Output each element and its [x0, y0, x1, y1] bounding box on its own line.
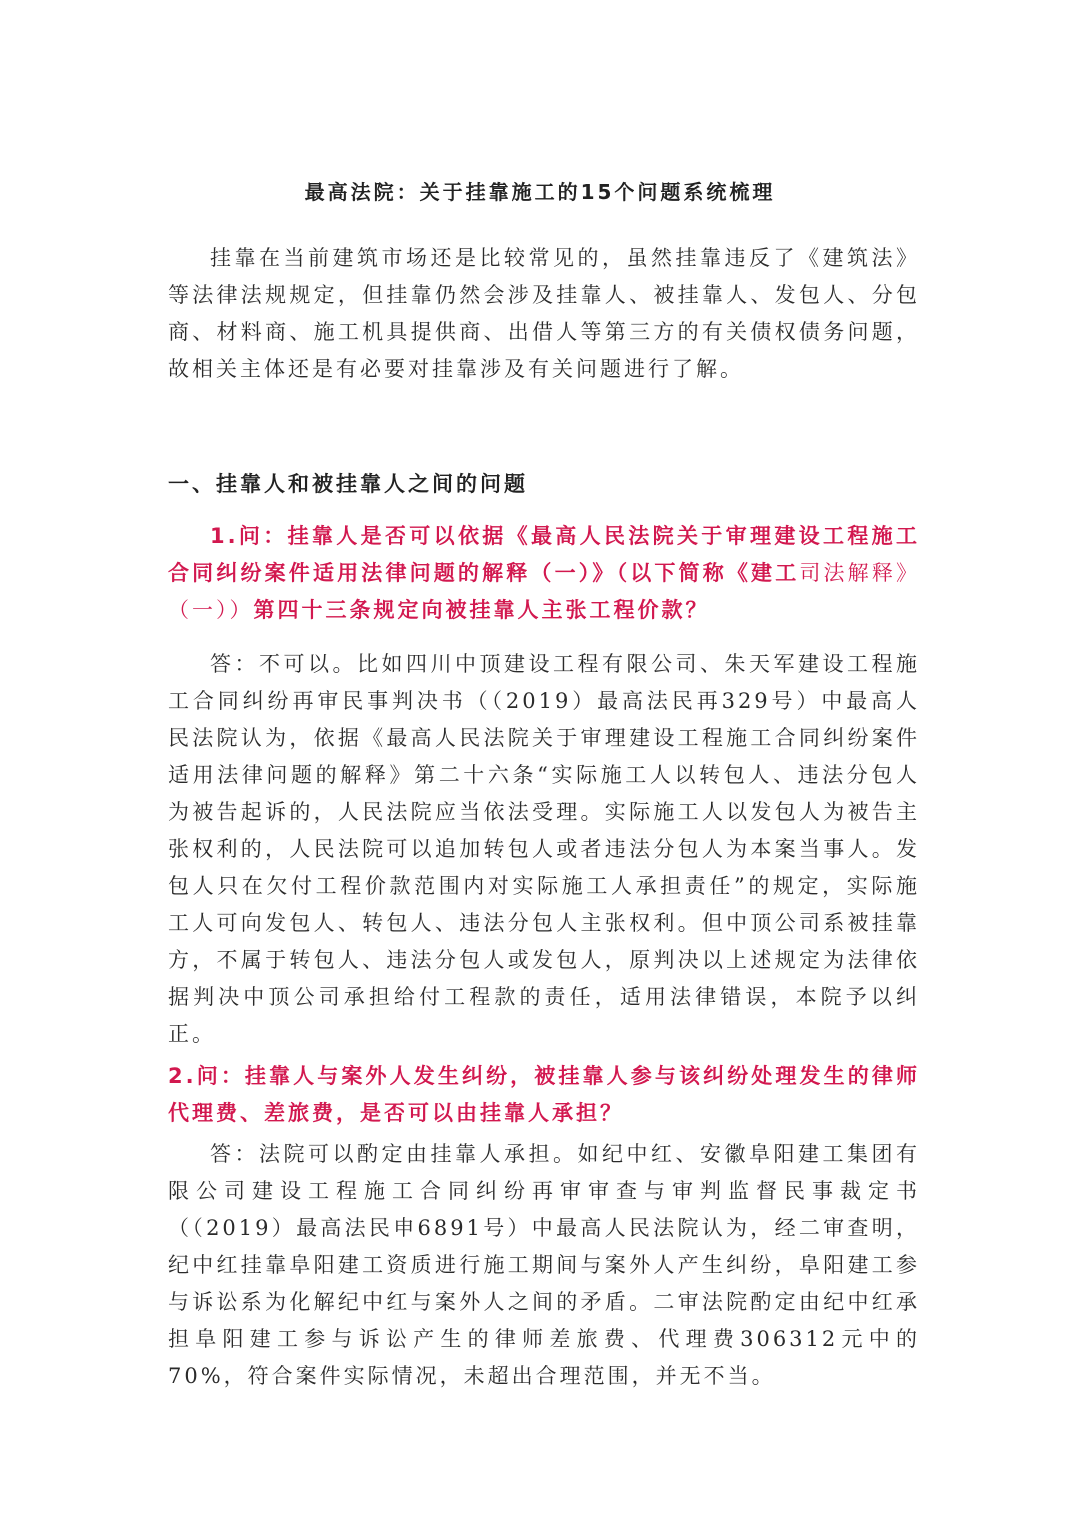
question-1-part3: 第四十三条规定向被挂靠人主张工程价款？ [253, 598, 710, 622]
question-1-part1: 1.问：挂靠人是否可以依据《最高人民法院关于审理建设工程施工合同纠纷案件适用法律问题的解释（一）》（以下简称《建工 [168, 524, 920, 585]
document-title: 最高法院：关于挂靠施工的15个问题系统梳理 [304, 180, 776, 204]
answer-1: 答：不可以。比如四川中顶建设工程有限公司、朱天军建设工程施工合同纠纷再审民事判决书（（2019）最高法民再329号）中最高人民法院认为，依据《最高人民法院关于审理建设工程施工合同纠纷案件适用法律问题的解释》第二十六条“实际施工人以转包人、违法分包人为被告起诉的，人民法院应当依法受理。实际施工人以发包人为被告主张权利的，人民法院可以追加转包人或者违法分包人为本案当事人。发包人只在欠付工程价款范围内对实际施工人承担责任”的规定，实际施工人可向发包人、转包人、违法分包人主张权利。但中顶公司系被挂靠方，不属于转包人、违法分包人或发包人，原判决以上述规定为法律依据判决中顶公司承担给付工程款的责任，适用法律错误，本院予以纠正。 [168, 652, 920, 1046]
intro-paragraph: 挂靠在当前建筑市场还是比较常见的，虽然挂靠违反了《建筑法》等法律法规规定，但挂靠仍然会涉及挂靠人、被挂靠人、发包人、分包商、材料商、施工机具提供商、出借人等第三方的有关债权债务问题，故相关主体还是有必要对挂靠涉及有关问题进行了解。 [168, 246, 920, 381]
section-heading: 一、挂靠人和被挂靠人之间的问题 [168, 472, 528, 496]
question-1 [168, 518, 920, 629]
question-2: 2.问：挂靠人与案外人发生纠纷，被挂靠人参与该纠纷处理发生的律师代理费、差旅费，是否可以由挂靠人承担？ [168, 1064, 920, 1125]
question-1-part2: 司法解释》（一）） [168, 561, 921, 622]
answer-2: 答：法院可以酌定由挂靠人承担。如纪中红、安徽阜阳建工集团有限公司建设工程施工合同纠纷再审审查与审判监督民事裁定书（（2019）最高法民申6891号）中最高人民法院认为，经二审查明，纪中红挂靠阜阳建工资质进行施工期间与案外人产生纠纷，阜阳建工参与诉讼系为化解纪中红与案外人之间的矛盾。二审法院酌定由纪中红承担阜阳建工参与诉讼产生的律师差旅费、代理费306312元中的70%，符合案件实际情况，未超出合理范围，并无不当。 [168, 1142, 920, 1388]
